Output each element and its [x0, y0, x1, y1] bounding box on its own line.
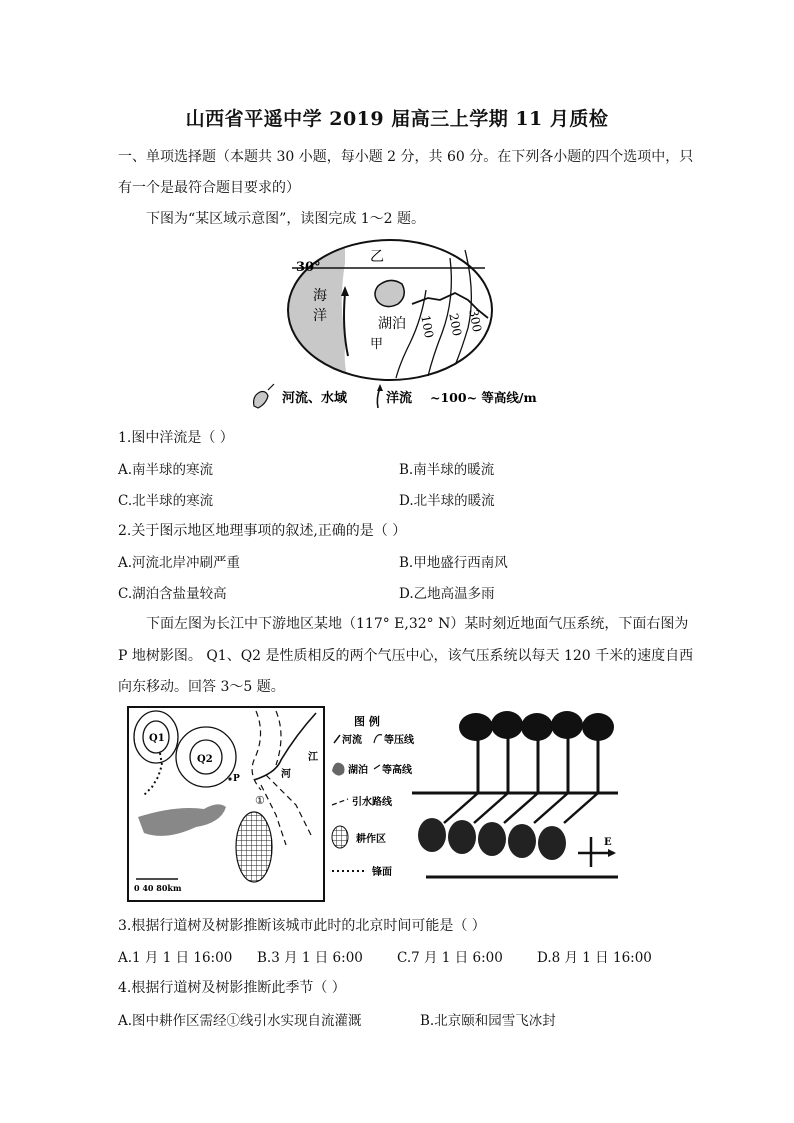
q3-stem: 3.根据行道树及树影推断该城市此时的北京时间可能是（ ）	[118, 918, 486, 934]
legend-current-label: 洋流	[386, 391, 413, 406]
q1-option-a: A.南半球的寒流	[118, 462, 214, 478]
contour-300	[456, 250, 471, 363]
q2-stem: 2.关于图示地区地理事项的叙述,正确的是（ ）	[118, 523, 407, 539]
jia-label: 甲	[370, 337, 384, 352]
q3-option-c: C.7 月 1 日 6:00	[397, 950, 503, 966]
page-title: 山西省平遥中学 2019 届高三上学期 11 月质检	[185, 108, 609, 130]
q4-option-a: A.图中耕作区需经①线引水实现自流灌溉	[118, 1013, 362, 1029]
latitude-label: 30°	[296, 260, 321, 275]
section-heading-line1: 一、单项选择题（本题共 30 小题，每小题 2 分，共 60 分。在下列各小题的四个选项中，只	[118, 149, 694, 165]
legend-isobar-icon	[374, 735, 382, 743]
pressure-and-tree-shadow-figure	[126, 705, 624, 905]
lake-shape	[375, 280, 404, 306]
legend-contour-label: 等高线	[382, 765, 412, 776]
lake-area	[138, 804, 226, 835]
intro-text-1: 下图为“某区域示意图”，读图完成 1～2 题。	[146, 211, 426, 227]
legend-lake-icon	[332, 763, 345, 776]
legend-water-label: 河流、水域	[282, 391, 348, 406]
legend-front-label: 锋面	[372, 867, 392, 878]
legend-contour-icon	[374, 765, 380, 769]
p-label: P	[233, 774, 240, 784]
yi-label: 乙	[370, 249, 384, 265]
contour-200-label: 200	[446, 312, 465, 338]
canal-route-1	[266, 775, 311, 835]
q2-option-a: A.河流北岸冲刷严重	[118, 555, 241, 571]
east-arrow-icon	[608, 849, 616, 857]
q1-label: Q1	[149, 733, 165, 744]
tree-shadow-diagram	[412, 711, 618, 877]
intro-text-2-line1: 下面左图为长江中下游地区某地（117° E,32° N）某时刻近地面气压系统，下面右图为	[146, 616, 689, 632]
legend-title: 图 例	[354, 715, 380, 728]
q1-option-c: C.北半球的寒流	[118, 493, 214, 509]
lake-label: 湖泊	[378, 316, 406, 332]
tree-row	[459, 711, 614, 793]
contour-300-label: 300	[466, 308, 485, 334]
legend-farm-label: 耕作区	[356, 834, 386, 845]
q4-stem: 4.根据行道树及树影推断此季节（ ）	[118, 980, 346, 996]
front-line	[144, 753, 162, 795]
q2-label: Q2	[197, 754, 213, 765]
legend-current-arrowhead	[377, 384, 383, 391]
q3-option-a: A.1 月 1 日 16:00	[118, 950, 233, 966]
river-label-1: 江	[308, 752, 318, 763]
q3-option-b: B.3 月 1 日 6:00	[257, 950, 363, 966]
q3-option-d: D.8 月 1 日 16:00	[537, 950, 652, 966]
q2-option-c: C.湖泊含盐量较高	[118, 586, 227, 602]
river-label-2: 河	[281, 769, 291, 780]
section-heading-line2: 有一个是最符合题目要求的）	[118, 180, 300, 196]
legend-lake-label: 湖泊	[348, 765, 368, 776]
legend-river-stroke	[268, 384, 274, 390]
legend-water-icon	[254, 392, 268, 409]
legend-isobar-label: 等压线	[384, 735, 414, 746]
q2-option-b: B.甲地盛行西南风	[399, 555, 508, 571]
q1-option-d: D.北半球的暖流	[399, 493, 495, 509]
legend-farm-icon	[332, 826, 348, 848]
east-label: E	[604, 837, 612, 848]
legend-canal-icon	[332, 799, 348, 805]
q1-option-b: B.南半球的暖流	[399, 462, 495, 478]
region-map-figure	[250, 238, 550, 413]
q1-stem: 1.图中洋流是（ ）	[118, 430, 234, 446]
intro-text-2-line2: P 地树影图。 Q1、Q2 是性质相反的两个气压中心，该气压系统以每天 120 千米的速度自西	[118, 648, 694, 664]
circled-1-label: ①	[255, 794, 265, 807]
legend-river-icon	[334, 735, 340, 743]
contour-100-label: 100	[418, 314, 437, 340]
scale-label: 0 40 80km	[134, 883, 182, 893]
q2-option-d: D.乙地高温多雨	[399, 586, 495, 602]
tree-shadows	[418, 793, 598, 860]
contour-dashed-2	[276, 711, 281, 765]
ocean-label-2: 洋	[313, 308, 327, 324]
legend-contour-label: ~100~ 等高线/m	[430, 390, 537, 405]
legend-canal-label: 引水路线	[352, 797, 392, 808]
intro-text-2-line3: 向东移动。回答 3～5 题。	[118, 679, 285, 695]
q4-option-b: B.北京颐和园雪飞冰封	[420, 1013, 556, 1029]
p-point	[228, 777, 231, 780]
ocean-label-1: 海	[313, 288, 327, 304]
legend-river-label: 河流	[342, 735, 362, 746]
farmland-area	[236, 812, 272, 882]
